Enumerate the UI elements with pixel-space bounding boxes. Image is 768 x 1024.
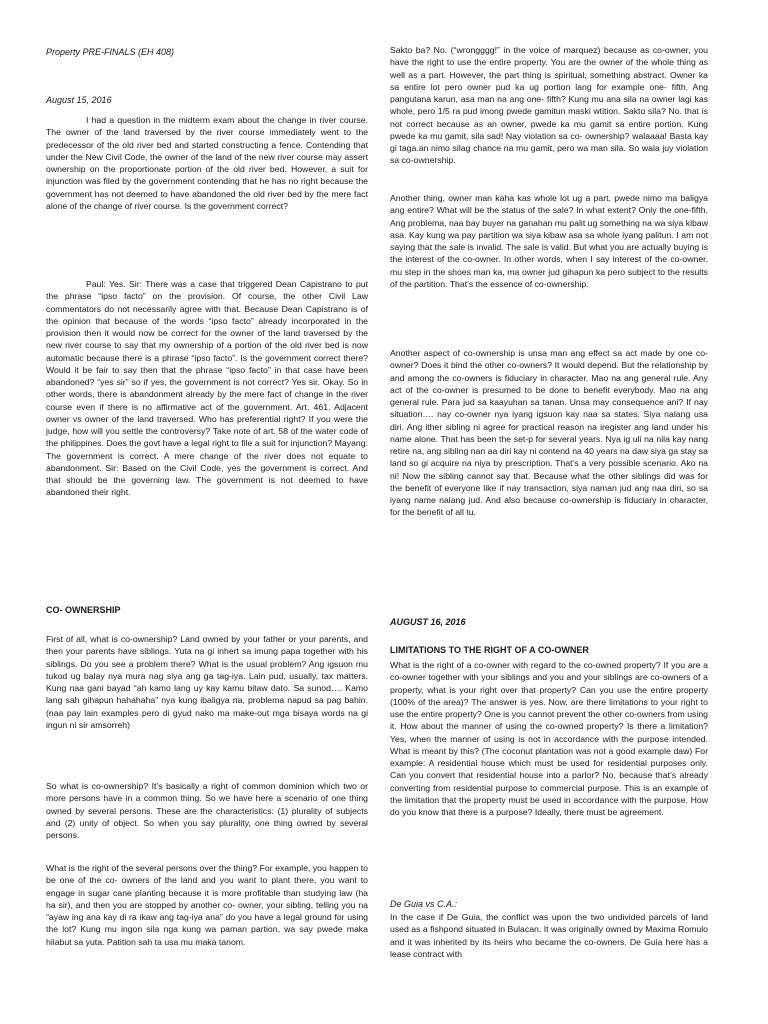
paragraph: Another aspect of co-ownership is unsa man ang effect sa act made by one co-owner? Does it bind the other co-owners? It would depend. But the relationship by and among the co-owners is fiduciary in character. Mao na ang general rule. Any act of the co-owner is presumed to be done to benefit everybody. Mao na ang general rule. Para jud sa kaayuhan sa tanan. Unsa may consequence ani? If nay situation…. nay co-owner nya iyang igsuon kay naa sa states. Siya nalang usa diri. Ang ither sibling ni agree for practical reason na iregister ang land under his name alone. That has been the set-p for several years. Nya ig uli na nila kay nang retire na, ang sibling nan aa diri kay ni contend na 40 years na daw siya ga stay sa land so gi acquire na niya by prescription. That’s a very possible scenario. Ako na ni! Now the sibling cannot say that. Because what the other siblings did was for the benefit of everyone like if nay transaction, siya naman jud ang naa diri, so sa iyang name nalang jud. And also because co-ownership is fiduciary in character, for the benefit of all tu. — [390, 348, 708, 518]
case-heading: De Guia vs C.A.: — [390, 899, 458, 909]
paragraph: First of all, what is co-ownership? Land owned by your father or your parents, and then your parents have siblings. Yuta na gi inhert sa imung papa together with his siblings. Do you see a problem there? What is the usual problem? Ang igsuon mu tukod ug balay nya mura nag siya ang ga tag-iya. Lain pud, usually, tax matters. Kung naa gani bayad “ah kamo lang uy kay kamu bitaw dato. Sa sunod…. Kamo lang sah gihapun hahahaha” nya kung ibaligya na, problema napud sa pag bahin. (naa pay lain examples pero di gyud nako ma make-out mga bisaya words na gi ingun ni sir amsorreh) — [46, 634, 368, 730]
paragraph: Sakto ba? No. (“wrongggg!” in the voice of marquez) because as co-owner, you have the right to use the entire property. You are the owner of the whole thing as well as a part. However, the part thing is spiritual, something abstract. Owner ka sa entire lot pero owner pud ka ug portion lang for example one- fifth. Ang pangutana karun, asa man na ang one- fifth? Kung mu ana sila na owner lagi kas whole, pero 1/5 ra pud imong pwede gamitun maski wtition. Sakto sila? No. that is not correct because as an owner, pwede ka mu gamit sa entire portion. Kung pwede ka mu gamit, sila sad! Nay violation sa co- ownership? walaaaa! Basta kay gi taga.an nimo silag chance na mu gamit, pero wa man sila. So wala juy violation sa co-ownership. — [390, 45, 708, 166]
paragraph: So what is co-ownership? It’s basically a right of common dominion which two or more persons have in a common thing. So we have here a scenario of one thing owned by several persons. These are the characteristics: (1) plurality of subjects and (2) unity of object. So when you say plurality, one thing owned by several persons. — [46, 781, 368, 840]
date-heading: August 15, 2016 — [46, 95, 112, 105]
date-heading: AUGUST 16, 2016 — [390, 617, 466, 627]
section-heading: CO- OWNERSHIP — [46, 605, 121, 615]
paragraph: Another thing, owner man kaha kas whole lot ug a part, pwede nimo ma baligya ang entire? What will be the status of the sale? In what extent? Only the one-fifth. Ang problema, naa bay buyer na ganahan mu palit ug something na wa siya kibaw asa. Kay kung wa pay partition wa siya kibaw asa sa whole iyang palitun. I am not saying that the sale is invalid. The sale is valid. But what you are actually buying is the interest of the co-owner. In other words, when I say interest of the co-owner, mu step in the shoes man ka, ma owner jud gihapun ka pero subject to the results of the partition. That’s the essence of co-ownership. — [390, 193, 708, 289]
question-paragraph: I had a question in the midterm exam about the change in river course. The owner of the land traversed by the river course immediately went to the predecessor of the old river bed and started constructing a fence. Contending that under the New Civil Code, the owner of the land of the new river course may assert ownership on the proportionate portion of the old river bed. However, a suit for injunction was filed by the government contending that he has no right because the government has not deemed to have abandoned the old river bed by the mere fact alone of the change of river course. Is the government correct? — [46, 115, 368, 211]
section-heading: LIMITATIONS TO THE RIGHT OF A CO-OWNER — [390, 645, 589, 655]
paragraph: What is the right of the several persons over the thing? For example, you happen to be one of the co- owners of the land and you want to plant there, you want to engage in sugar cane planting because it is more profitable than studying law (ha ha sir), and then you are stopped by another co- owner, your sibling, telling you na “ayaw ing ana kay di ra ikaw ang tag-iya ana” do you have a legal ground for using the lot? Kung mu ingon sila nga kung wa paman partion, wa say pwede maka hilabut sa yuta. Patition sah ta usa mu maka tanom. — [46, 863, 368, 947]
document-header: Property PRE-FINALS (EH 408) — [46, 47, 175, 57]
paragraph: In the case if De Guia, the conflict was upon the two undivided parcels of land used as a fishpond situated in Bulacan. It was originally owned by Maxima Romulo and it was inherited by its heirs who became the co-owners. De Guia here has a lease contract with — [390, 912, 708, 959]
answer-paragraph: Paul: Yes. Sir: There was a case that triggered Dean Capistrano to put the phrase “ipso facto” on the provision. Of course, the other Civil Law commentators do not necessarily agree with that. Because Dean Capistrano is of the opinion that because of the words “ipso facto” already incorporated in the provision then it would now be correct for the owner of the land traversed by the new river course to say that my ownership of a portion of the old river bed is now automatic because there is a phrase “ipso facto”. Is the government correct there? Would it be fair to say then that the phrase “ipso facto” in that case have been abandoned? “yes sir” so if yes, the government is not correct? Yes sir. Okay. So in other words, there is abandonment already by the mere fact of change in the river course even if there is no affirmative act of the government. Art. 461. Adjacent owner vs owner of the land traversed. Who has preferential right? If you were the judge, how will you settle the controversy? Take note of art. 58 of the water code of the philippines. Does the govt have a legal right to file a suit for injunction? Mayang: The government is correct. A mere change of the river does not equate to abandonment. Sir: Based on the Civil Code, yes the government is correct. And that should be the governing law. The government is not deemed to have abandoned their right. — [46, 279, 368, 498]
paragraph: What is the right of a co-owner with regard to the co-owned property? If you are a co-owner together with your siblings and you and your siblings are co-owners of a property, what is your right over that property? Can you use the entire property (100% of the area)? The answer is yes. Now, are there limitations to your right to use the entire property? One is you cannot prevent the other co-owners from using it. How about the manner of using the co-owned property? Is there a limitation? Yes, when the manner of using is not in accordance with the purpose intended. What is meant by this? (The coconut plantation was not a good example daw) For example: A residential house which must be used for residential purposes only. Can you convert that residential house into a parlor? No, because that’s already converting from residential purpose to commercial purpose. This is an example of the limitation that the property must be used in accordance with the purpose. How do you know that there is a purpose? Ideally, there must be agreement. — [390, 660, 708, 817]
